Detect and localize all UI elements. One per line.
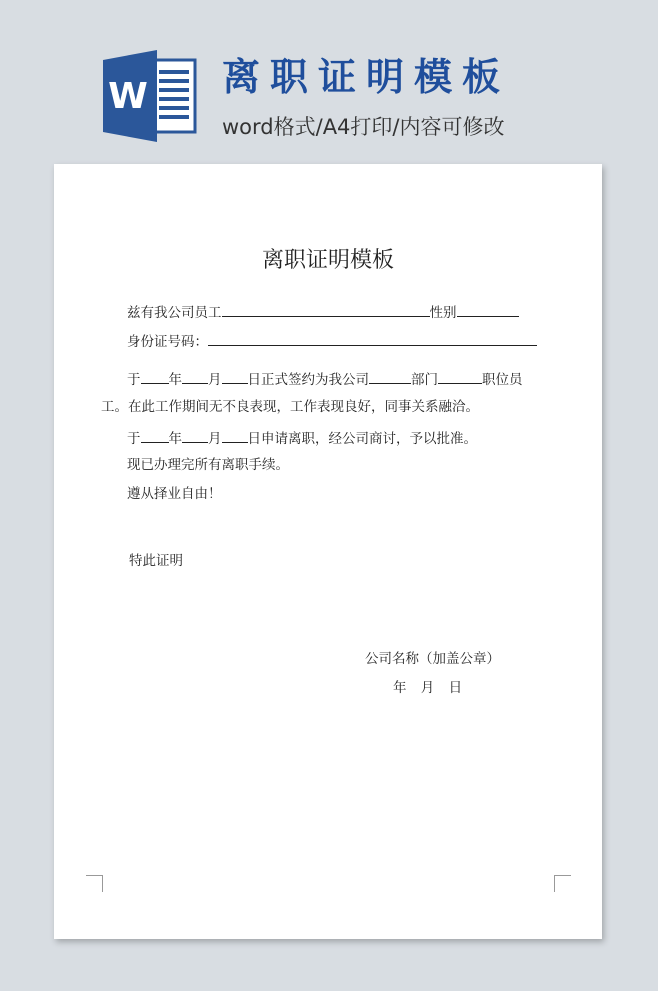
text-year: 年 <box>168 431 182 447</box>
gender-label: 性别 <box>429 305 457 321</box>
text-month: 月 <box>208 372 222 388</box>
paragraph-hire <box>127 371 523 388</box>
department-blank <box>369 371 411 384</box>
id-number-blank <box>208 333 537 346</box>
crop-mark-right <box>554 875 571 892</box>
company-signature: 公司名称（加盖公章） <box>365 651 500 667</box>
banner-title: 离职证明模板 <box>222 55 511 99</box>
month-blank <box>182 371 208 384</box>
id-number-label: 身份证号码： <box>127 334 208 350</box>
text-resign-date: 日申请离职，经公司商讨，予以批准。 <box>247 431 477 447</box>
position-blank <box>438 371 482 384</box>
text-year: 年 <box>168 372 182 388</box>
document-page <box>54 164 602 939</box>
text-month: 月 <box>208 431 222 447</box>
employee-line <box>127 304 519 321</box>
document-title: 离职证明模板 <box>261 248 394 273</box>
word-document-icon <box>103 50 197 142</box>
text-yu: 于 <box>127 372 141 388</box>
text-position: 职位员 <box>482 372 523 388</box>
paragraph-resign <box>127 430 477 447</box>
employee-label: 兹有我公司员工 <box>127 305 222 321</box>
text-hire-date: 日正式签约为我公司 <box>247 372 369 388</box>
banner-subtitle: word格式/A4打印/内容可修改 <box>222 115 505 139</box>
paragraph-procedures: 现已办理完所有离职手续。 <box>127 457 289 473</box>
text-yu: 于 <box>127 431 141 447</box>
paragraph-hire-continued: 工。在此工作期间无不良表现，工作表现良好，同事关系融洽。 <box>101 399 479 415</box>
banner <box>0 0 658 160</box>
gender-blank <box>457 304 519 317</box>
word-logo-letter: W <box>108 76 148 117</box>
day-blank <box>222 371 248 384</box>
day-blank <box>222 430 248 443</box>
employee-name-blank <box>222 304 430 317</box>
year-blank <box>141 430 169 443</box>
signature-date: 年 月 日 <box>393 680 463 696</box>
text-department: 部门 <box>411 372 438 388</box>
certify-text: 特此证明 <box>129 553 183 569</box>
id-number-line <box>127 333 537 350</box>
year-blank <box>141 371 169 384</box>
month-blank <box>182 430 208 443</box>
crop-mark-left <box>86 875 103 892</box>
paragraph-freedom: 遵从择业自由！ <box>127 486 222 502</box>
